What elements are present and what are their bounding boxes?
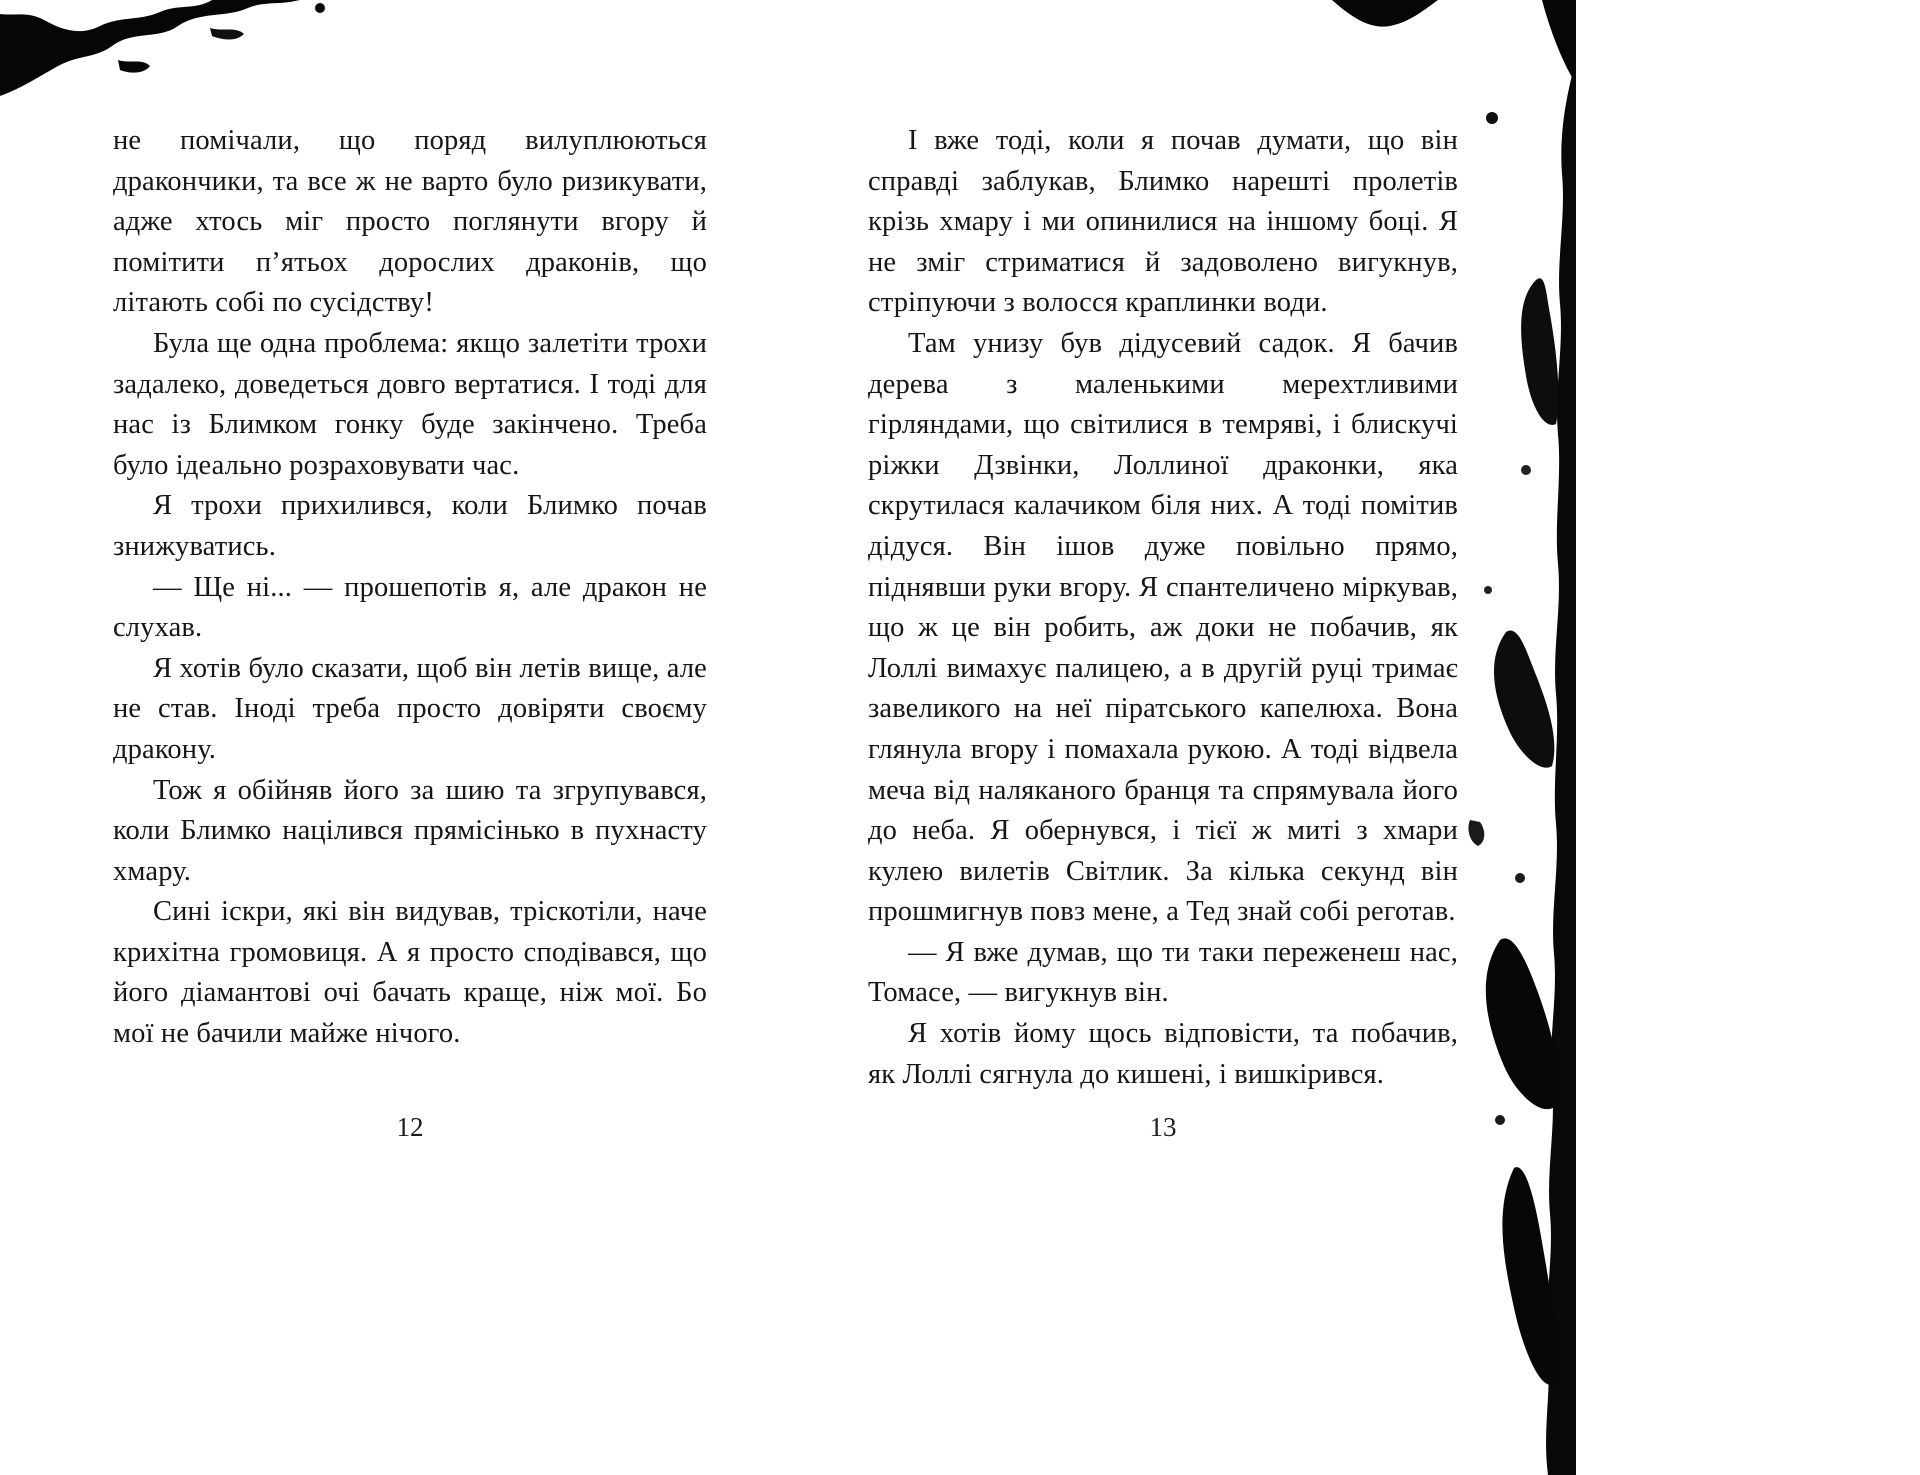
paragraph: Я хотів було сказати, щоб він летів вище, але не став. Іноді треба просто довіряти своєму дракону. [113, 652, 707, 765]
paragraph: не помічали, що поряд вилуплюються дракончики, та все ж не варто було ризикувати, адже хтось міг просто поглянути вгору й помітити п’ятьох дорослих драконів, що літають собі по сусідству! [113, 125, 707, 319]
paragraph: Я хотів йому щось відповісти, та побачив, як Лоллі сягнула до кишені, і вишкірився. [868, 1018, 1458, 1090]
page-left-text [113, 121, 707, 1055]
paragraph-dialogue: — Ще ні... — прошепотів я, але дракон не слухав. [113, 571, 707, 644]
paragraph: І вже тоді, коли я почав думати, що він справді заблукав, Блимко нарешті пролетів крізь хмару і ми опинилися на іншому боці. Я не зміг стриматися й задоволено вигукнув, стріпуючи з волосся краплинки води. [868, 125, 1458, 319]
paragraph: Сині іскри, які він видував, тріскотіли, наче крихітна громовиця. А я просто сподівався, що його діамантові очі бачать краще, ніж мої. Бо мої не бачили майже нічого. [113, 896, 707, 1050]
page-right-text [868, 121, 1458, 1095]
torn-edge-top-left [0, 0, 325, 96]
page-number-right: 13 [1149, 1112, 1177, 1142]
paragraph: Там унизу був дідусевий садок. Я бачив дерева з маленькими мерехтливими гірляндами, що світилися в темряві, і блискучі ріжки Дзвінки, Лоллиної драконки, яка скрутилася калачиком біля них. А тоді помітив дідуся. Він ішов дуже повільно прямо, піднявши руки вгору. Я спантеличено міркував, що ж це він робить, аж доки не побачив, як Лоллі вимахує палицею, а в другій руці тримає завеликого на неї піратського капелюха. Вона глянула вгору і помахала рукою. А тоді відвела меча від наляканого бранця та спрямувала його до неба. Я обернувся, і тієї ж миті з хмари кулею вилетів Світлик. За кілька секунд він прошмигнув повз мене, а Тед знай собі реготав. [868, 327, 1458, 928]
paragraph: Була ще одна проблема: якщо залетіти трохи задалеко, доведеться довго вертатися. І тоді для нас із Блимком гонку буде закінчено. Треба було ідеально розраховувати час. [113, 327, 707, 481]
paragraph-dialogue: — Я вже думав, що ти таки переженеш нас, Томасе, — вигукнув він. [868, 936, 1458, 1009]
torn-edge-top-right [1332, 0, 1576, 84]
page-number-left: 12 [396, 1112, 424, 1142]
torn-edge-right [1468, 60, 1576, 1475]
paragraph: Тож я обійняв його за шию та згрупувався, коли Блимко націлився прямісінько в пухнасту хмару. [113, 774, 707, 887]
paragraph: Я трохи прихилився, коли Блимко почав знижуватись. [113, 490, 707, 562]
